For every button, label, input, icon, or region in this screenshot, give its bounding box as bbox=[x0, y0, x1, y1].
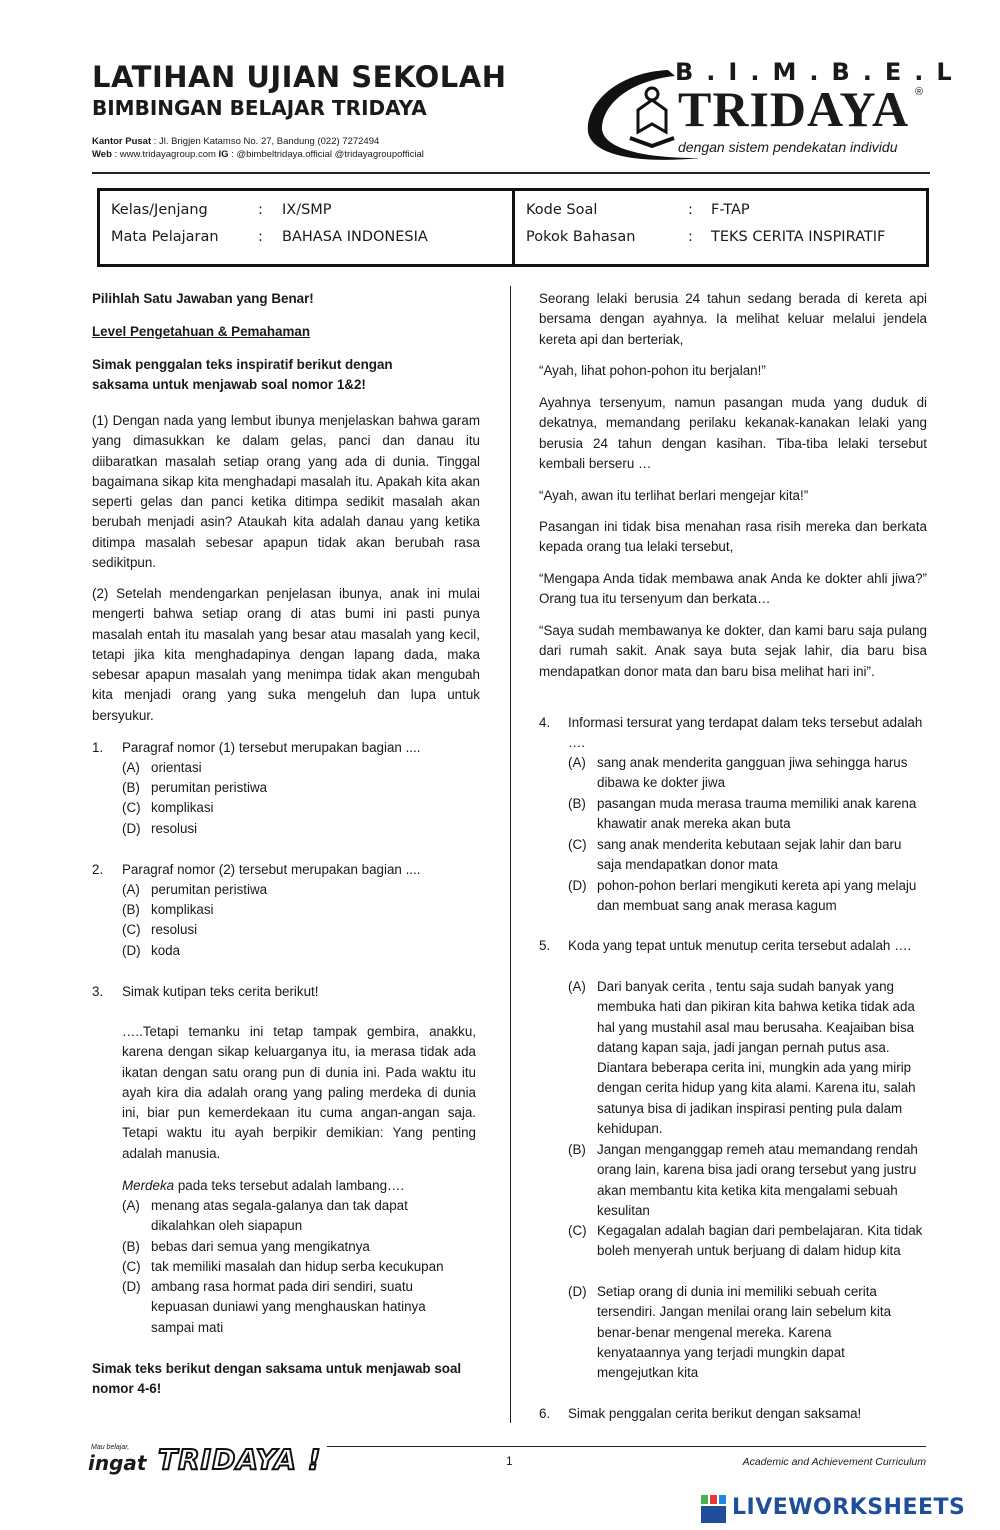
story-paragraph: Ayahnya tersenyum, namun pasangan muda yang duduk di dekatnya, memandang perilaku kekanak-kanakan lelaki yang berusia 24 tahun dengan kasihan. Tiba-tiba lelaki tersebut kembali berseru … bbox=[539, 395, 927, 471]
option-text[interactable]: resolusi bbox=[151, 922, 198, 937]
option-label: (B) bbox=[122, 1239, 140, 1254]
header-divider bbox=[92, 172, 930, 174]
registered-mark: ® bbox=[915, 86, 924, 98]
question-text: Simak penggalan cerita berikut dengan saksama! bbox=[568, 1406, 862, 1421]
question-number: 3. bbox=[92, 984, 104, 999]
option-label: (D) bbox=[568, 1284, 587, 1299]
option-text[interactable]: orientasi bbox=[151, 760, 202, 775]
option-label: (A) bbox=[568, 755, 586, 770]
option-label: (D) bbox=[122, 821, 141, 836]
option-text[interactable]: Jangan menganggap remeh atau memandang rendah orang lain, karena bisa jadi orang tersebut yang justru akan membantu kita ketika kita mengalami sebuah kesulitan bbox=[597, 1142, 918, 1218]
question-number: 4. bbox=[539, 715, 551, 730]
question-text: Simak kutipan teks cerita berikut! bbox=[122, 984, 319, 999]
option-text[interactable]: Kegagalan adalah bagian dari pembelajaran. Kita tidak boleh menyerah untuk berjuang di dalam hidup kita bbox=[597, 1223, 923, 1259]
story-dialogue: “Saya sudah membawanya ke dokter, dan kami baru saja pulang dari rumah sakit. Anak saya buta sejak lahir, dia baru bisa mendapatkan donor mata dan baru bisa melihat hari ini”. bbox=[539, 623, 927, 679]
option-text[interactable]: sang anak menderita kebutaan sejak lahir dan baru saja mendapatkan donor mata bbox=[597, 837, 902, 873]
option-label: (A) bbox=[122, 760, 140, 775]
footer-slogan-logo bbox=[88, 1443, 333, 1483]
logo-brand-text: TRIDAYA bbox=[678, 81, 910, 137]
question-number: 5. bbox=[539, 938, 551, 953]
pokok-value: TEKS CERITA INSPIRATIF bbox=[711, 229, 886, 245]
option-label: (D) bbox=[122, 1279, 141, 1294]
option-text[interactable]: perumitan peristiwa bbox=[151, 780, 268, 795]
liveworksheets-text: LIVEWORKSHEETS bbox=[732, 1495, 966, 1520]
option-text[interactable]: komplikasi bbox=[151, 902, 214, 917]
option-label: (B) bbox=[568, 796, 586, 811]
mapel-colon: : bbox=[258, 229, 263, 245]
contact-line: Web : www.tridayagroup.com IG : @bimbeltridaya.official @tridayagroupofficial bbox=[92, 149, 424, 160]
option-text[interactable]: Dari banyak cerita , tentu saja sudah banyak yang membuka hati dan pikiran kita bahwa ketika tidak ada hal yang mustahil asal mau berusaha. Keajaiban bisa datang kapan saja, jadi jangan pernah putus asa. Diantara beberapa cerita ini, mungkin ada yang mirip dengan cerita hidup yang kita alami. Karena itu, salah satunya bisa di jadikan inspirasi penting pula dalam kehidupan. bbox=[597, 979, 916, 1137]
story-paragraph: Pasangan ini tidak bisa menahan rasa risih mereka dan berkata kepada orang tua lelaki tersebut, bbox=[539, 519, 927, 555]
question-number: 1. bbox=[92, 740, 104, 755]
option-text[interactable]: ambang rasa hormat pada diri sendiri, suatu kepuasan duniawi yang menghauskan hatinya sampai mati bbox=[151, 1279, 426, 1335]
instruction: Pilihlah Satu Jawaban yang Benar! bbox=[92, 291, 314, 306]
question-text: Informasi tersurat yang terdapat dalam teks tersebut adalah …. bbox=[568, 715, 923, 751]
liveworksheets-logo-icon bbox=[700, 1495, 728, 1525]
option-text[interactable]: perumitan peristiwa bbox=[151, 882, 268, 897]
question-number: 2. bbox=[92, 862, 104, 877]
question-prompt: Merdeka pada teks tersebut adalah lambang…. bbox=[122, 1178, 405, 1193]
kelas-value: IX/SMP bbox=[282, 202, 332, 218]
office-address: Kantor Pusat : Jl. Brigjen Katamso No. 27, Bandung (022) 7272494 bbox=[92, 136, 380, 147]
simak-instruction-2: Simak teks berikut dengan saksama untuk menjawab soal nomor 4-6! bbox=[92, 1361, 462, 1397]
tridaya-logo bbox=[580, 52, 965, 164]
page-number: 1 bbox=[506, 1454, 513, 1468]
option-label: (A) bbox=[122, 1198, 140, 1213]
logo-tagline: dengan sistem pendekatan individu bbox=[678, 139, 898, 155]
option-label: (D) bbox=[122, 943, 141, 958]
pokok-label: Pokok Bahasan bbox=[526, 229, 636, 245]
pokok-colon: : bbox=[688, 229, 693, 245]
story-dialogue: “Mengapa Anda tidak membawa anak Anda ke dokter ahli jiwa?” Orang tua itu tersenyum dan berkata… bbox=[539, 571, 927, 607]
option-text[interactable]: komplikasi bbox=[151, 800, 214, 815]
info-box-divider bbox=[512, 188, 515, 267]
option-text[interactable]: Setiap orang di dunia ini memiliki sebuah cerita tersendiri. Jangan menilai orang lain sebelum kita benar-benar mengenal mereka. Karena kenyataannya yang terjadi mungkin dapat mengejutkan kita bbox=[597, 1284, 892, 1381]
option-label: (D) bbox=[568, 878, 587, 893]
question-text: Paragraf nomor (2) tersebut merupakan bagian .... bbox=[122, 862, 421, 877]
story-dialogue: “Ayah, awan itu terlihat berlari mengejar kita!” bbox=[539, 488, 809, 503]
slogan-ingat: ingat bbox=[88, 1451, 147, 1475]
option-label: (C) bbox=[568, 1223, 587, 1238]
page-subtitle: BIMBINGAN BELAJAR TRIDAYA bbox=[92, 96, 427, 120]
option-label: (B) bbox=[122, 902, 140, 917]
option-text[interactable]: sang anak menderita gangguan jiwa sehingga harus dibawa ke dokter jiwa bbox=[597, 755, 908, 791]
option-text[interactable]: pohon-pohon berlari mengikuti kereta api yang melaju dan membuat sang anak merasa kagum bbox=[597, 878, 917, 914]
option-label: (A) bbox=[568, 979, 586, 994]
kode-label: Kode Soal bbox=[526, 202, 598, 218]
option-label: (C) bbox=[568, 837, 587, 852]
paragraph-1: (1) Dengan nada yang lembut ibunya menjelaskan bahwa garam yang dimasukkan ke dalam gelas, panci dan danau itu diibaratkan masalah setiap orang yang ada di dunia. Tinggal bagaimana sikap kita menghadapi masalah itu. Apakah kita akan seperti gelas dan panci ketika ditimpa sedikit masalah akan berubah menjadi asin? Ataukah kita adalah danau yang ketika ditimpa masalah sebesar apapun tidak akan berubah rasa sedikitpun. bbox=[92, 413, 480, 571]
story-paragraph: Seorang lelaki berusia 24 tahun sedang berada di kereta api bersama dengan ayahnya. Ia melihat keluar melalui jendela kereta api dan berteriak, bbox=[539, 291, 927, 347]
option-label: (C) bbox=[122, 922, 141, 937]
mapel-value: BAHASA INDONESIA bbox=[282, 229, 428, 245]
slogan-brand: TRIDAYA ! bbox=[158, 1443, 322, 1476]
page-title: LATIHAN UJIAN SEKOLAH bbox=[92, 60, 507, 94]
option-text[interactable]: resolusi bbox=[151, 821, 198, 836]
simak-instruction-1: Simak penggalan teks inspiratif berikut dengan saksama untuk menjawab soal nomor 1&2! bbox=[92, 357, 393, 393]
question-text: Paragraf nomor (1) tersebut merupakan bagian .... bbox=[122, 740, 421, 755]
option-label: (C) bbox=[122, 1259, 141, 1274]
story-quote: …..Tetapi temanku ini tetap tampak gembira, anakku, karena dengan sikap keluarganya itu, ia merasa tidak ada ikatan dengan satu orang pun di dunia ini. Pada waktu itu ayah kira dia adalah orang yang paling merdeka di dunia ini, biar pun kemerdekaan itu cuma angan-angan saja. Tetapi waktu itu ayah berpikir demikian: Yang penting adalah manusia. bbox=[122, 1024, 476, 1161]
option-label: (B) bbox=[122, 780, 140, 795]
question-number: 6. bbox=[539, 1406, 551, 1421]
kelas-label: Kelas/Jenjang bbox=[111, 202, 208, 218]
kode-value: F-TAP bbox=[711, 202, 750, 218]
kelas-colon: : bbox=[258, 202, 263, 218]
option-text[interactable]: pasangan muda merasa trauma memiliki anak karena khawatir anak mereka akan buta bbox=[597, 796, 917, 832]
option-text[interactable]: menang atas segala-galanya dan tak dapat dikalahkan oleh siapapun bbox=[151, 1198, 408, 1234]
column-divider bbox=[510, 286, 511, 1423]
kode-colon: : bbox=[688, 202, 693, 218]
logo-bimbel-text: B.I.M.B.E.L bbox=[675, 58, 965, 86]
curriculum-label: Academic and Achievement Curriculum bbox=[742, 1456, 926, 1468]
option-label: (C) bbox=[122, 800, 141, 815]
paragraph-2: (2) Setelah mendengarkan penjelasan ibunya, anak ini mulai mengerti bahwa setiap orang di atas bumi ini pasti punya masalah entah itu masalah yang besar atau masalah yang kecil, tetapi jika kita menghadapinya dengan lapang dada, maka sebesar apapun masalah yang menimpa tidak akan mengubah kita menjadi orang yang suka mengeluh dan lupa untuk bersyukur. bbox=[92, 586, 480, 723]
option-text[interactable]: koda bbox=[151, 943, 181, 958]
question-text: Koda yang tepat untuk menutup cerita tersebut adalah …. bbox=[568, 938, 912, 953]
option-label: (B) bbox=[568, 1142, 586, 1157]
liveworksheets-watermark bbox=[700, 1493, 1000, 1527]
option-label: (A) bbox=[122, 882, 140, 897]
level-heading: Level Pengetahuan & Pemahaman bbox=[92, 324, 311, 339]
footer-divider bbox=[327, 1446, 926, 1447]
mapel-label: Mata Pelajaran bbox=[111, 229, 219, 245]
story-dialogue: “Ayah, lihat pohon-pohon itu berjalan!” bbox=[539, 363, 766, 378]
option-text[interactable]: bebas dari semua yang mengikatnya bbox=[151, 1239, 370, 1254]
option-text[interactable]: tak memiliki masalah dan hidup serba kecukupan bbox=[151, 1259, 444, 1274]
slogan-small: Mau belajar, bbox=[91, 1444, 130, 1451]
